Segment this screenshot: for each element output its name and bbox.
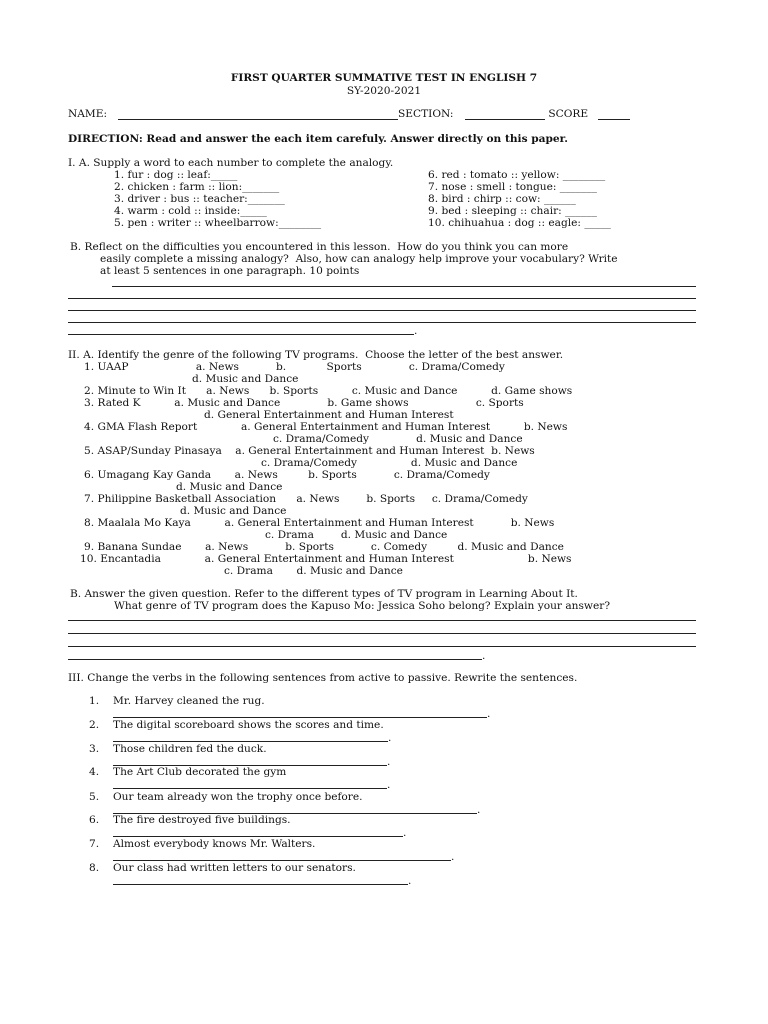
analogy-item[interactable]: 7. nose : smell : tongue: _______ <box>428 181 597 193</box>
part2b-question-line: B. Answer the given question. Refer to the different types of TV program in Learning About It. <box>70 588 578 600</box>
sentence-text: Mr. Harvey cleaned the rug. <box>113 695 265 707</box>
sentence-number: 3. <box>89 743 100 755</box>
analogy-item[interactable]: 6. red : tomato :: yellow: ________ <box>428 169 606 181</box>
rewrite-answer-line[interactable] <box>113 788 387 789</box>
genre-question-line[interactable]: 6. Umagang Kay Ganda a. News b. Sports c. Drama/Comedy <box>84 469 490 481</box>
genre-question-line[interactable]: c. Drama/Comedy d. Music and Dance <box>273 433 523 445</box>
section-label: SECTION: <box>398 108 457 120</box>
genre-question-line[interactable]: c. Drama d. Music and Dance <box>224 565 403 577</box>
genre-question-line[interactable]: d. Music and Dance <box>192 373 299 385</box>
period: . <box>388 732 392 744</box>
genre-question-line[interactable]: 3. Rated K a. Music and Dance b. Game shows c. Sports <box>84 397 524 409</box>
genre-question-line[interactable]: 10. Encantadia a. General Entertainment and Human Interest b. News <box>80 553 572 565</box>
period: . <box>387 779 391 791</box>
part2-instruction: II. A. Identify the genre of the following TV programs. Choose the letter of the best answer. <box>68 349 564 361</box>
answer-line[interactable] <box>68 620 696 621</box>
part1b-question-line: B. Reflect on the difficulties you encountered in this lesson. How do you think you can more <box>70 241 569 253</box>
section-field[interactable] <box>465 119 545 120</box>
analogy-item[interactable]: 3. driver : bus :: teacher:_______ <box>114 193 285 205</box>
part2b-question-line: What genre of TV program does the Kapuso Mo: Jessica Soho belong? Explain your answer? <box>114 600 611 612</box>
sentence-number: 7. <box>89 838 100 850</box>
school-year: SY-2020-2021 <box>346 85 422 97</box>
analogy-item[interactable]: 5. pen : writer :: wheelbarrow:________ <box>114 217 322 229</box>
answer-line[interactable] <box>112 286 696 287</box>
answer-line[interactable] <box>68 659 482 660</box>
sentence-text: The digital scoreboard shows the scores and time. <box>113 719 384 731</box>
period: . <box>403 827 407 839</box>
page-title: FIRST QUARTER SUMMATIVE TEST IN ENGLISH 7 <box>230 72 538 84</box>
period: . <box>451 851 455 863</box>
part3-instruction: III. Change the verbs in the following sentences from active to passive. Rewrite the sentences. <box>68 672 578 684</box>
sentence-number: 6. <box>89 814 100 826</box>
analogy-item[interactable]: 1. fur : dog :: leaf:_____ <box>114 169 238 181</box>
answer-line[interactable] <box>68 646 696 647</box>
name-field[interactable] <box>118 119 398 120</box>
genre-question-line[interactable]: d. Music and Dance <box>180 505 287 517</box>
sentence-text: Our team already won the trophy once before. <box>113 791 363 803</box>
period: . <box>408 875 412 887</box>
sentence-number: 1. <box>89 695 100 707</box>
genre-question-line[interactable]: d. Music and Dance <box>176 481 283 493</box>
answer-line[interactable] <box>68 310 696 311</box>
genre-question-line[interactable]: 1. UAAP a. News b. Sports c. Drama/Comedy <box>84 361 505 373</box>
genre-question-line[interactable]: c. Drama d. Music and Dance <box>265 529 448 541</box>
genre-question-line[interactable]: 7. Philippine Basketball Association a. News b. Sports c. Drama/Comedy <box>84 493 528 505</box>
score-field[interactable] <box>598 119 630 120</box>
genre-question-line[interactable]: c. Drama/Comedy d. Music and Dance <box>261 457 518 469</box>
period: . <box>477 804 481 816</box>
sentence-number: 4. <box>89 766 100 778</box>
part1-instruction: I. A. Supply a word to each number to complete the analogy. <box>68 157 394 169</box>
part1b-question-line: easily complete a missing analogy? Also, how can analogy help improve your vocabulary? Write <box>100 253 618 265</box>
sentence-number: 8. <box>89 862 100 874</box>
genre-question-line[interactable]: 8. Maalala Mo Kaya a. General Entertainment and Human Interest b. News <box>84 517 555 529</box>
rewrite-answer-line[interactable] <box>113 884 408 885</box>
analogy-item[interactable]: 2. chicken : farm :: lion:_______ <box>114 181 280 193</box>
analogy-item[interactable]: 10. chihuahua : dog :: eagle: _____ <box>428 217 611 229</box>
rewrite-answer-line[interactable] <box>113 860 451 861</box>
sentence-text: The Art Club decorated the gym <box>113 766 287 778</box>
answer-line[interactable] <box>68 334 414 335</box>
period: . <box>414 325 418 337</box>
sentence-number: 2. <box>89 719 100 731</box>
sentence-number: 5. <box>89 791 100 803</box>
part1b-question-line: at least 5 sentences in one paragraph. 10 points <box>100 265 360 277</box>
genre-question-line[interactable]: 9. Banana Sundae a. News b. Sports c. Comedy d. Music and Dance <box>84 541 564 553</box>
period: . <box>387 756 391 768</box>
genre-question-line[interactable]: 4. GMA Flash Report a. General Entertainment and Human Interest b. News <box>84 421 568 433</box>
period: . <box>487 708 491 720</box>
direction: DIRECTION: Read and answer the each item carefuly. Answer directly on this paper. <box>68 133 568 145</box>
period: . <box>482 650 486 662</box>
score-label: SCORE <box>545 108 592 120</box>
rewrite-answer-line[interactable] <box>113 741 388 742</box>
genre-question-line[interactable]: 2. Minute to Win It a. News b. Sports c. Music and Dance d. Game shows <box>84 385 573 397</box>
name-label: NAME: <box>68 108 111 120</box>
answer-line[interactable] <box>68 298 696 299</box>
rewrite-answer-line[interactable] <box>113 836 403 837</box>
sentence-text: Almost everybody knows Mr. Walters. <box>113 838 316 850</box>
analogy-item[interactable]: 9. bed : sleeping :: chair: ______ <box>428 205 597 217</box>
genre-question-line[interactable]: d. General Entertainment and Human Interest <box>204 409 454 421</box>
answer-line[interactable] <box>68 322 696 323</box>
sentence-text: Our class had written letters to our senators. <box>113 862 356 874</box>
analogy-item[interactable]: 4. warm : cold :: inside:_____ <box>114 205 267 217</box>
sentence-text: The fire destroyed five buildings. <box>113 814 291 826</box>
answer-line[interactable] <box>68 633 696 634</box>
genre-question-line[interactable]: 5. ASAP/Sunday Pinasaya a. General Entertainment and Human Interest b. News <box>84 445 535 457</box>
rewrite-answer-line[interactable] <box>113 717 487 718</box>
sentence-text: Those children fed the duck. <box>113 743 267 755</box>
analogy-item[interactable]: 8. bird : chirp :: cow: ______ <box>428 193 576 205</box>
